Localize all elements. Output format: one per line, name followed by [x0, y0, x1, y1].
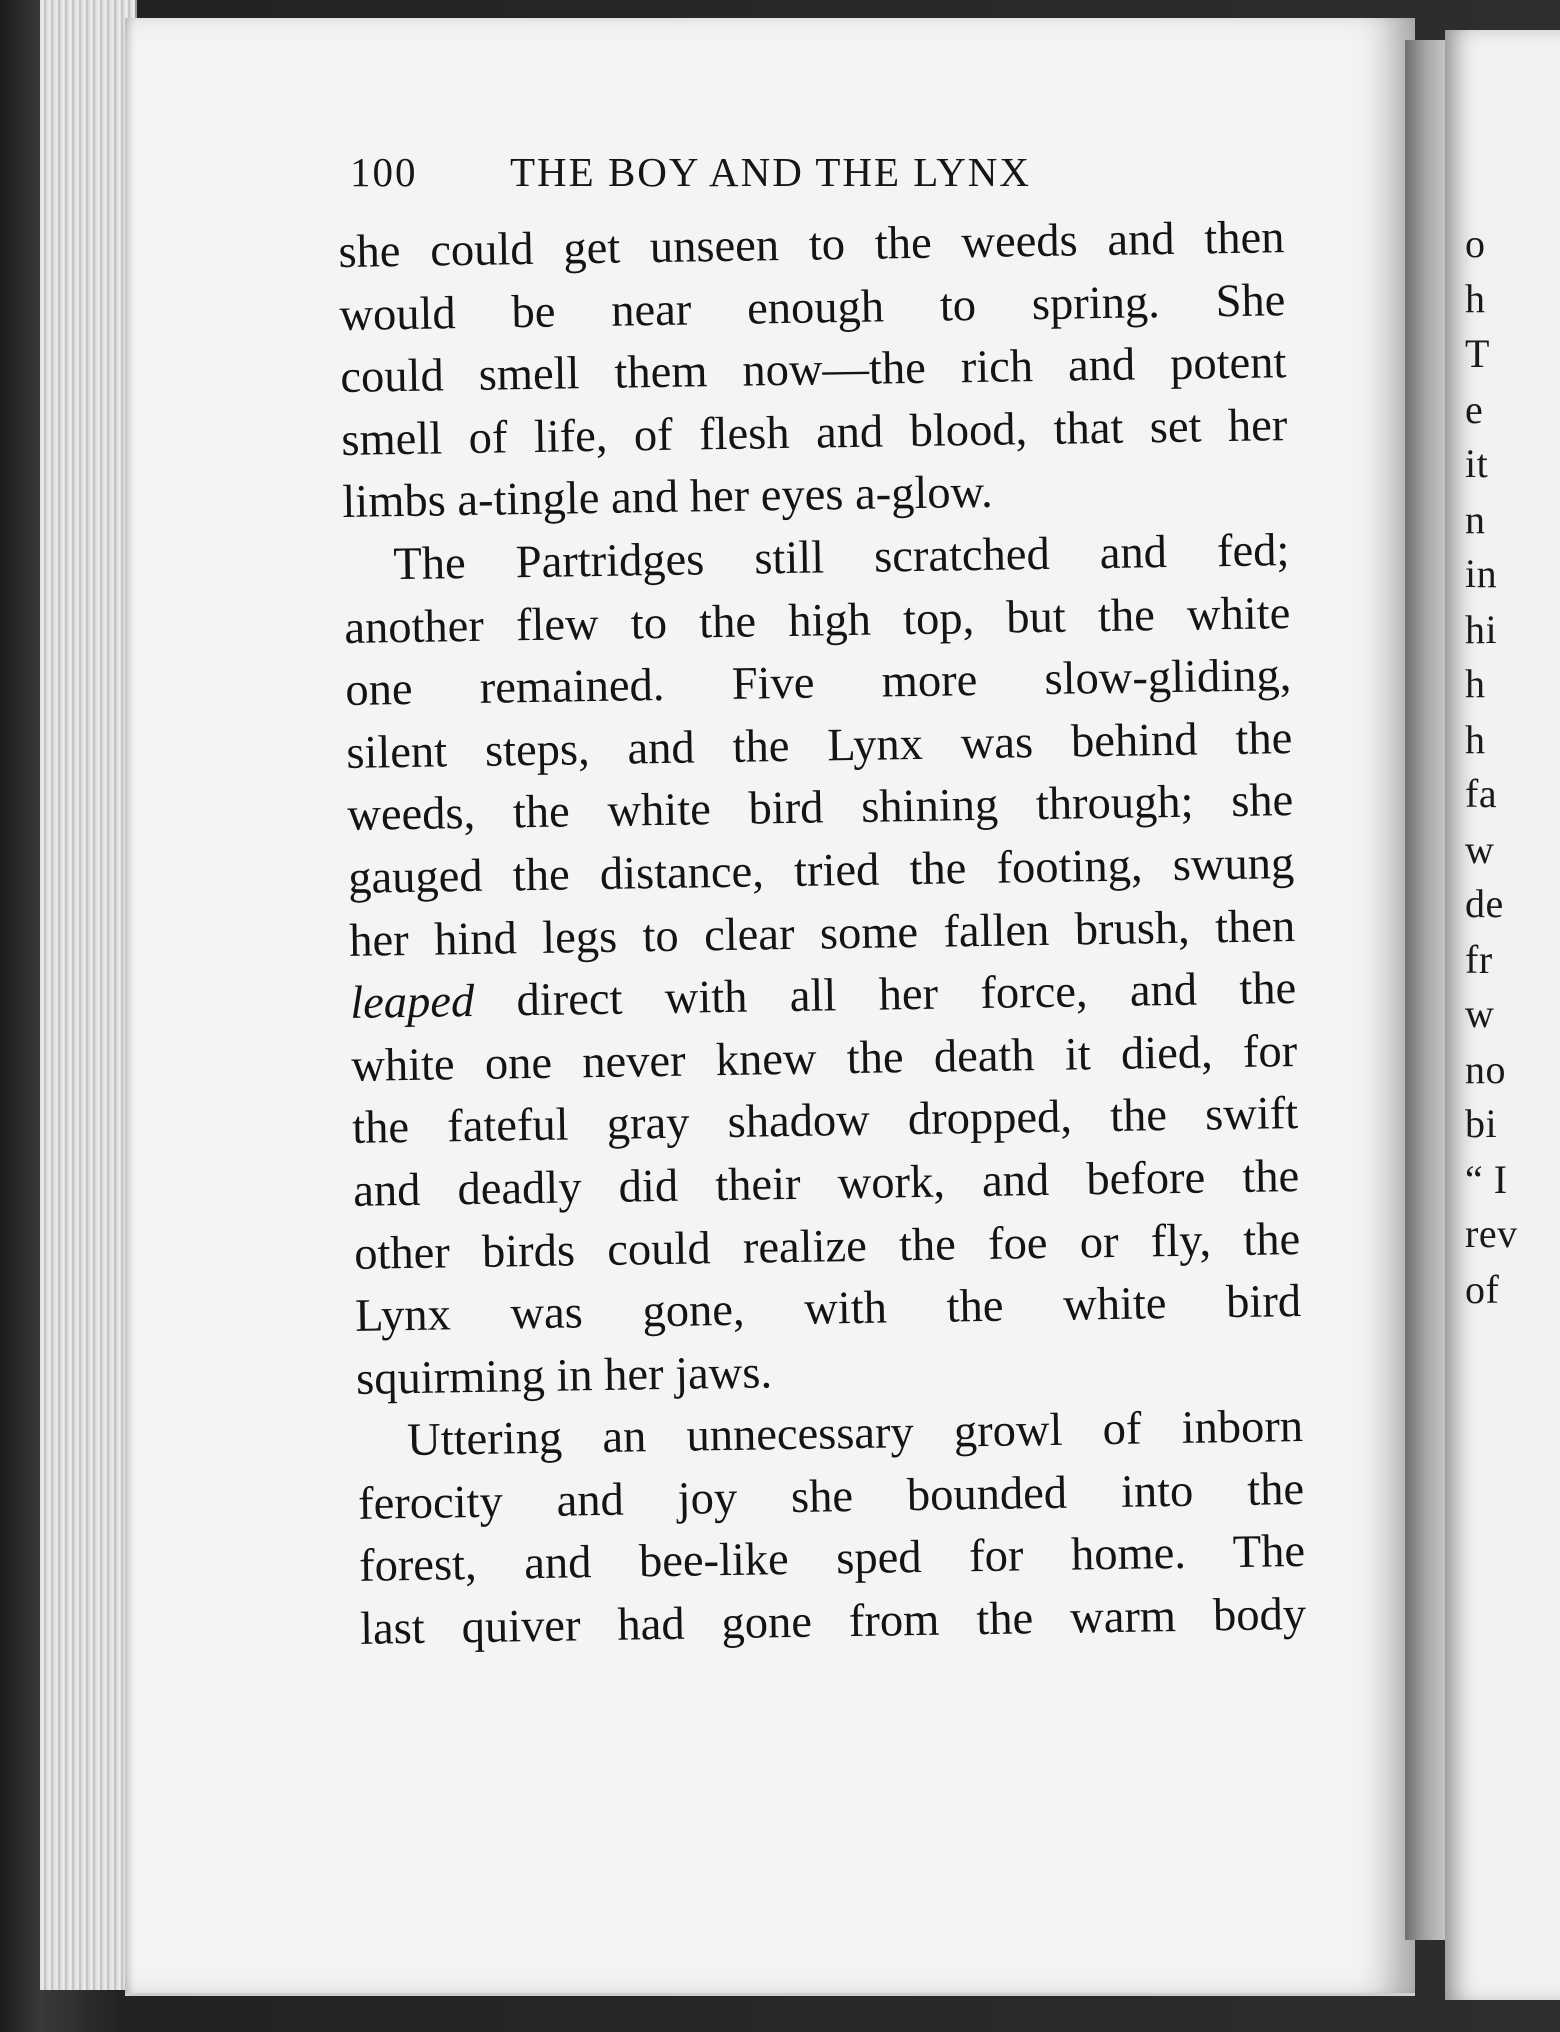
text-line: last quiver had gone from the warm body: [359, 1589, 1307, 1655]
running-title: THE BOY AND THE LYNX: [510, 149, 1032, 195]
facing-page-fragment: n: [1465, 497, 1486, 542]
facing-page-fragment: no: [1465, 1047, 1506, 1092]
text-line: forest, and bee-like sped for home. The: [358, 1526, 1306, 1593]
facing-page-fragment: o: [1465, 221, 1486, 266]
facing-page-fragment: de: [1465, 881, 1504, 926]
text-line: leaped direct with all her force, and the: [349, 963, 1297, 1030]
text-line: could smell them now—the rich and potent: [340, 337, 1287, 404]
facing-page-fragment: rev: [1465, 1211, 1518, 1256]
facing-page-fragment: w: [1465, 827, 1495, 872]
running-head: [350, 148, 1031, 196]
facing-page-fragment: bi: [1465, 1101, 1498, 1146]
text-line: one remained. Five more slow-gliding,: [344, 650, 1292, 717]
facing-page-fragment: fa: [1465, 771, 1498, 816]
text-line: Lynx was gone, with the white bird: [354, 1276, 1302, 1342]
facing-page-fragment: in: [1465, 551, 1498, 596]
text-line: and deadly did their work, and before the: [352, 1150, 1300, 1217]
text-line: she could get unseen to the weeds and then: [338, 212, 1285, 278]
facing-page-fragment: fr: [1465, 937, 1493, 982]
text-line: Uttering an unnecessary growl of inborn: [406, 1401, 1304, 1467]
text-line: The Partridges still scratched and fed;: [392, 525, 1290, 591]
book-page-edges: [40, 0, 137, 1990]
text-line: silent steps, and the Lynx was behind the: [345, 712, 1293, 779]
facing-page-fragment: e: [1465, 387, 1484, 432]
facing-page-fragment: hi: [1465, 607, 1498, 652]
text-line: white one never knew the death it died, for: [350, 1025, 1298, 1092]
facing-page-fragment: it: [1465, 441, 1489, 486]
text-line: limbs a-tingle and her eyes a-glow.: [342, 467, 994, 529]
facing-page-fragment: h: [1465, 661, 1486, 706]
text-line: other birds could realize the foe or fly, the: [353, 1213, 1301, 1280]
facing-page-fragment: h: [1465, 717, 1486, 762]
text-line: gauged the distance, tried the footing, swung: [347, 838, 1295, 904]
facing-page-fragment: of: [1465, 1267, 1500, 1312]
text-line: would be near enough to spring. She: [339, 274, 1286, 341]
facing-page-fragment: “ I: [1465, 1157, 1508, 1202]
emphasis: leaped: [349, 976, 475, 1030]
text-line: squirming in her jaws.: [355, 1347, 773, 1405]
text-line: smell of life, of flesh and blood, that set her: [341, 399, 1288, 466]
text-line: the fateful gray shadow dropped, the swift: [351, 1088, 1299, 1155]
facing-page-fragment: T: [1465, 331, 1490, 376]
facing-page-fragment: w: [1465, 991, 1495, 1036]
body-text: [338, 207, 1306, 1661]
text-line: her hind legs to clear some fallen brush, then: [348, 900, 1296, 967]
text-line: weeds, the white bird shining through; she: [346, 775, 1294, 842]
text-line: another flew to the high top, but the white: [343, 587, 1291, 654]
text-line: ferocity and joy she bounded into the: [357, 1463, 1305, 1530]
page-number: 100: [350, 149, 418, 195]
facing-page-fragment: h: [1465, 276, 1486, 321]
book-page-right: [1445, 30, 1560, 2000]
